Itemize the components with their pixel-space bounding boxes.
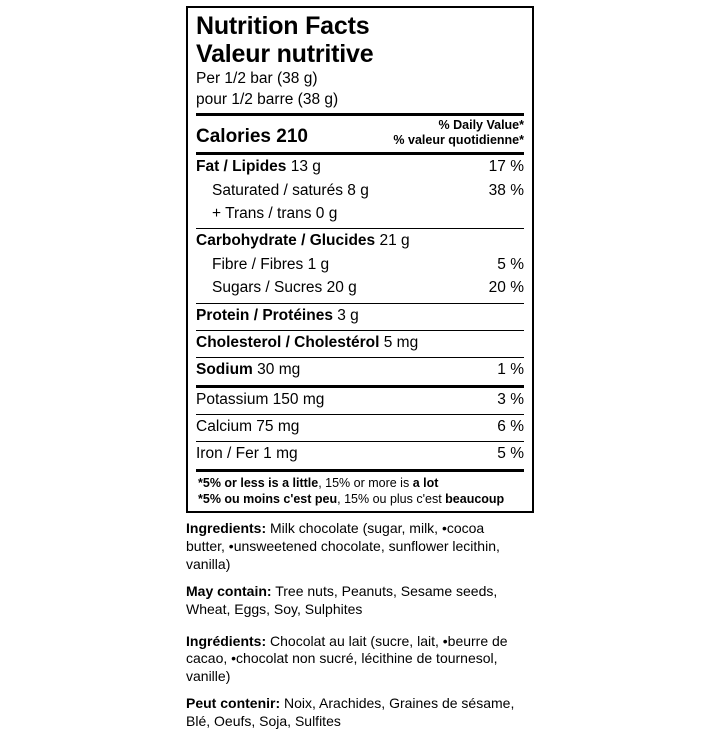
may-contain-fr-body: Noix, Arachides, Graines de sésame, Blé, Oeufs, Soja, Sulfites <box>186 695 515 730</box>
footnote-en-prefix: *5% or less is <box>198 475 283 490</box>
may-contain-en-heading: May contain: <box>186 582 272 599</box>
footnote-en-bold-2: a lot <box>412 475 439 490</box>
nutrition-facts-panel <box>186 6 534 513</box>
footnote-en-mid: , 15% or more is <box>318 475 413 490</box>
nutrient-row <box>196 202 524 225</box>
nutrient-name: Fat / Lipides <box>196 158 287 176</box>
footnote-fr <box>198 491 524 507</box>
ingredients-fr <box>186 633 516 687</box>
nutrient-row <box>196 304 524 327</box>
ingredients-fr-heading: Ingrédients: <box>186 632 267 649</box>
nutrient-label: Cholesterol / Cholestérol 5 mg <box>196 333 419 351</box>
nutrient-label: Calcium 75 mg <box>196 418 300 436</box>
footnote-en <box>198 475 524 491</box>
nutrient-row <box>196 442 524 465</box>
nutrient-row <box>196 358 524 381</box>
nutrient-label: Iron / Fer 1 mg <box>196 445 298 463</box>
nutrient-dv: 5 % <box>497 255 524 273</box>
may-contain-fr-heading: Peut contenir: <box>186 695 281 712</box>
serving-size-en: Per 1/2 bar (38 g) <box>196 70 318 87</box>
footnote-fr-bold-2: beaucoup <box>445 492 505 507</box>
nutrient-name: Cholesterol / Cholestérol <box>196 333 380 351</box>
panel-title-en: Nutrition Facts <box>196 12 370 40</box>
nutrient-label: Potassium 150 mg <box>196 390 325 408</box>
nutrient-label: + Trans / trans 0 g <box>212 205 338 223</box>
daily-value-header-en: % Daily Value* <box>438 117 524 132</box>
nutrient-row <box>196 276 524 299</box>
daily-value-header-fr: % valeur quotidienne* <box>393 132 524 147</box>
serving-size-fr: pour 1/2 barre (38 g) <box>196 90 339 108</box>
calories-label: Calories 210 <box>196 126 308 148</box>
nutrient-row <box>196 331 524 354</box>
ingredients-en <box>186 520 516 574</box>
footnote-fr-bold-1: peu <box>314 492 338 507</box>
nutrient-dv: 38 % <box>488 181 524 199</box>
footnote-fr-prefix: *5% ou moins c'est <box>198 492 315 507</box>
nutrient-label: Saturated / saturés 8 g <box>212 181 369 199</box>
ingredients-en-body: Milk chocolate (sugar, milk, •cocoa butter, •unsweetened chocolate, sunflower lecithin, vanilla) <box>186 520 500 572</box>
nutrient-row <box>196 229 524 252</box>
nutrient-dv: 1 % <box>497 361 524 379</box>
nutrient-dv: 6 % <box>497 418 524 436</box>
nutrient-dv: 5 % <box>497 445 524 463</box>
nutrient-label: Carbohydrate / Glucides 21 g <box>196 232 410 250</box>
nutrient-label: Sugars / Sucres 20 g <box>212 279 357 297</box>
may-contain-en <box>186 583 516 619</box>
panel-title-fr: Valeur nutritive <box>196 40 374 68</box>
daily-value-header <box>393 118 524 149</box>
nutrient-name: Sodium <box>196 361 253 379</box>
nutrient-label: Fat / Lipides 13 g <box>196 158 321 176</box>
nutrient-dv: 3 % <box>497 390 524 408</box>
footnote-fr-mid: , 15% ou plus c'est <box>337 492 446 507</box>
may-contain-fr <box>186 695 516 731</box>
nutrient-label: Sodium 30 mg <box>196 361 301 379</box>
nutrient-row <box>196 253 524 276</box>
nutrient-label: Fibre / Fibres 1 g <box>212 255 330 273</box>
daily-value-footnote <box>196 472 524 510</box>
may-contain-en-body: Tree nuts, Peanuts, Sesame seeds, Wheat, Eggs, Soy, Sulphites <box>186 582 498 617</box>
nutrient-row <box>196 388 524 411</box>
ingredients-block <box>186 520 516 731</box>
calories-row <box>196 116 524 150</box>
nutrient-row <box>196 155 524 178</box>
nutrient-name: Protein / Protéines <box>196 306 333 324</box>
nutrient-dv: 17 % <box>488 158 524 176</box>
ingredients-en-heading: Ingredients: <box>186 520 267 536</box>
nutrient-row <box>196 415 524 438</box>
footnote-en-bold-1: a little <box>282 475 319 490</box>
ingredients-fr-body: Chocolat au lait (sucre, lait, •beurre de cacao, •chocolat non sucré, lécithine de tournesol, vanille) <box>186 632 508 685</box>
nutrient-dv: 20 % <box>488 279 524 297</box>
nutrient-label: Protein / Protéines 3 g <box>196 306 359 324</box>
nutrient-row <box>196 179 524 202</box>
nutrient-name: Carbohydrate / Glucides <box>196 232 376 250</box>
